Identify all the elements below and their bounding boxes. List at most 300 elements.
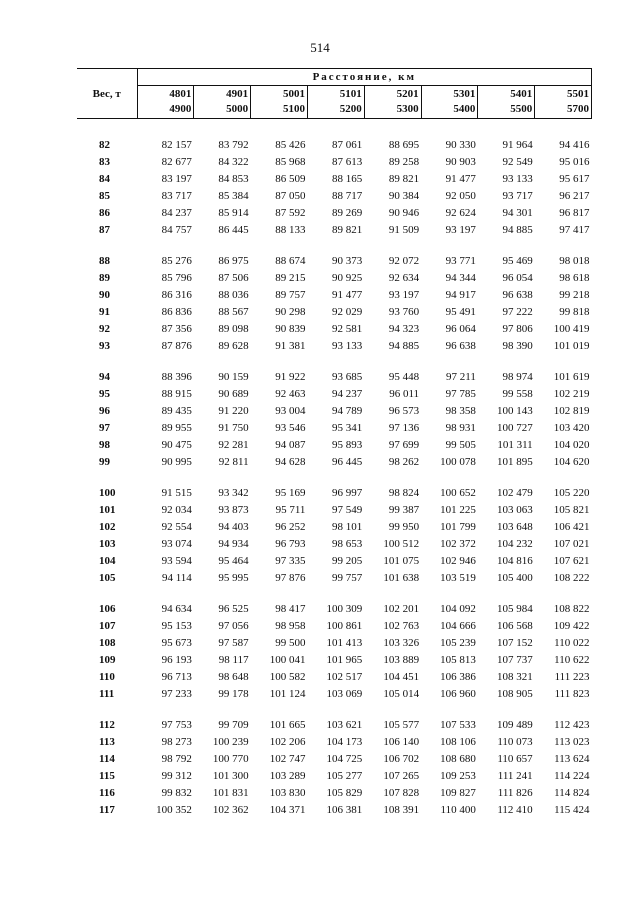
weight-cell: 112 xyxy=(99,719,115,731)
price-cell: 109 827 xyxy=(440,787,476,799)
table-row xyxy=(77,751,592,768)
price-cell: 98 390 xyxy=(502,340,533,352)
price-cell: 93 594 xyxy=(161,555,192,567)
price-cell: 93 771 xyxy=(445,255,476,267)
price-cell: 96 713 xyxy=(161,671,192,683)
price-cell: 90 159 xyxy=(218,371,249,383)
price-cell: 104 020 xyxy=(553,439,590,451)
price-cell: 96 638 xyxy=(502,289,533,301)
weight-cell: 94 xyxy=(99,371,110,383)
price-cell: 86 836 xyxy=(161,306,192,318)
price-cell: 107 533 xyxy=(440,719,476,731)
price-cell: 106 386 xyxy=(440,671,476,683)
weight-cell: 87 xyxy=(99,224,110,236)
price-cell: 105 277 xyxy=(326,770,363,782)
price-cell: 89 628 xyxy=(218,340,249,352)
price-cell: 85 276 xyxy=(161,255,192,267)
table-row xyxy=(77,338,592,355)
price-cell: 83 717 xyxy=(161,190,192,202)
price-cell: 99 505 xyxy=(445,439,476,451)
price-cell: 94 301 xyxy=(502,207,533,219)
weight-cell: 102 xyxy=(99,521,116,533)
table-row xyxy=(77,304,592,321)
price-cell: 97 587 xyxy=(218,637,249,649)
price-cell: 97 136 xyxy=(388,422,420,434)
price-cell: 100 419 xyxy=(553,323,590,335)
price-cell: 101 075 xyxy=(383,555,420,567)
weight-cell: 107 xyxy=(99,620,116,632)
price-cell: 82 677 xyxy=(161,156,192,168)
price-cell: 90 925 xyxy=(332,272,363,284)
range-from: 5301 xyxy=(453,88,476,100)
distance-range-header xyxy=(137,86,194,119)
weight-cell: 105 xyxy=(99,572,116,584)
price-cell: 89 269 xyxy=(332,207,363,219)
weight-cell: 108 xyxy=(99,637,116,649)
price-cell: 114 824 xyxy=(554,787,590,799)
price-cell: 101 124 xyxy=(269,688,306,700)
price-cell: 106 702 xyxy=(383,753,420,765)
distance-range-header xyxy=(364,86,421,119)
price-cell: 97 785 xyxy=(445,388,476,400)
price-cell: 87 592 xyxy=(275,207,306,219)
price-cell: 95 448 xyxy=(388,371,420,383)
price-cell: 92 072 xyxy=(388,255,420,267)
price-cell: 90 995 xyxy=(161,456,192,468)
price-cell: 95 491 xyxy=(445,306,476,318)
price-cell: 103 420 xyxy=(553,422,590,434)
price-cell: 95 169 xyxy=(275,487,306,499)
price-cell: 88 133 xyxy=(275,224,306,236)
price-cell: 100 143 xyxy=(496,405,533,417)
price-cell: 99 818 xyxy=(559,306,590,318)
range-to: 5400 xyxy=(453,103,476,115)
price-cell: 101 019 xyxy=(553,340,590,352)
price-cell: 96 011 xyxy=(389,388,420,400)
weight-cell: 90 xyxy=(99,289,110,301)
price-cell: 108 391 xyxy=(383,804,420,816)
price-cell: 92 029 xyxy=(332,306,363,318)
price-cell: 89 757 xyxy=(275,289,306,301)
price-cell: 86 316 xyxy=(161,289,192,301)
price-cell: 88 036 xyxy=(218,289,249,301)
weight-cell: 89 xyxy=(99,272,110,284)
price-cell: 93 197 xyxy=(388,289,420,301)
price-cell: 111 826 xyxy=(497,787,533,799)
price-cell: 101 300 xyxy=(212,770,249,782)
price-cell: 93 685 xyxy=(332,371,363,383)
weight-cell: 100 xyxy=(99,487,116,499)
price-cell: 113 624 xyxy=(554,753,590,765)
table-row xyxy=(77,321,592,338)
price-cell: 106 140 xyxy=(383,736,420,748)
price-cell: 89 821 xyxy=(332,224,363,236)
price-cell: 110 657 xyxy=(497,753,533,765)
price-cell: 113 023 xyxy=(554,736,590,748)
price-cell: 91 381 xyxy=(275,340,306,352)
price-cell: 98 417 xyxy=(275,603,306,615)
price-cell: 83 792 xyxy=(218,139,249,151)
price-cell: 106 568 xyxy=(496,620,533,632)
price-cell: 92 624 xyxy=(445,207,476,219)
weight-cell: 85 xyxy=(99,190,110,202)
price-cell: 88 567 xyxy=(218,306,249,318)
price-cell: 95 016 xyxy=(559,156,590,168)
weight-cell: 117 xyxy=(99,804,115,816)
price-cell: 92 034 xyxy=(161,504,192,516)
price-cell: 94 634 xyxy=(161,603,192,615)
price-cell: 96 252 xyxy=(275,521,306,533)
price-cell: 91 750 xyxy=(218,422,249,434)
table-row xyxy=(77,287,592,304)
price-cell: 99 500 xyxy=(275,637,306,649)
price-cell: 92 811 xyxy=(218,456,249,468)
price-cell: 106 960 xyxy=(440,688,476,700)
price-cell: 94 114 xyxy=(161,572,192,584)
price-cell: 95 617 xyxy=(559,173,590,185)
table-row xyxy=(77,652,592,669)
price-cell: 93 197 xyxy=(445,224,476,236)
price-cell: 92 554 xyxy=(161,521,192,533)
price-cell: 104 173 xyxy=(326,736,363,748)
price-cell: 109 253 xyxy=(440,770,476,782)
table-row xyxy=(77,536,592,553)
price-cell: 98 101 xyxy=(332,521,363,533)
weight-cell: 103 xyxy=(99,538,116,550)
price-cell: 94 934 xyxy=(218,538,249,550)
price-cell: 88 396 xyxy=(161,371,192,383)
price-cell: 87 506 xyxy=(218,272,249,284)
price-cell: 111 223 xyxy=(554,671,590,683)
price-cell: 94 237 xyxy=(332,388,363,400)
table-row xyxy=(77,635,592,652)
price-cell: 108 680 xyxy=(440,753,476,765)
price-cell: 101 413 xyxy=(326,637,363,649)
price-cell: 85 914 xyxy=(218,207,249,219)
distance-group-header: Расстояние, км xyxy=(137,69,592,86)
price-cell: 94 628 xyxy=(275,456,306,468)
price-cell: 100 239 xyxy=(212,736,249,748)
price-cell: 103 830 xyxy=(269,787,306,799)
price-cell: 94 087 xyxy=(275,439,306,451)
price-cell: 90 384 xyxy=(388,190,420,202)
price-cell: 86 445 xyxy=(218,224,249,236)
price-cell: 96 525 xyxy=(218,603,249,615)
range-from: 5101 xyxy=(339,88,362,100)
price-cell: 105 220 xyxy=(553,487,590,499)
price-cell: 108 106 xyxy=(440,736,476,748)
price-cell: 95 893 xyxy=(332,439,363,451)
price-cell: 90 475 xyxy=(161,439,192,451)
price-cell: 104 092 xyxy=(440,603,476,615)
price-cell: 112 423 xyxy=(554,719,590,731)
price-cell: 92 549 xyxy=(502,156,533,168)
price-cell: 101 225 xyxy=(440,504,476,516)
price-cell: 103 889 xyxy=(383,654,420,666)
price-cell: 103 063 xyxy=(496,504,533,516)
weight-cell: 86 xyxy=(99,207,110,219)
price-cell: 106 381 xyxy=(326,804,363,816)
price-cell: 88 674 xyxy=(275,255,306,267)
price-cell: 85 796 xyxy=(161,272,192,284)
price-cell: 92 463 xyxy=(275,388,306,400)
price-cell: 108 321 xyxy=(496,671,533,683)
price-cell: 89 435 xyxy=(161,405,192,417)
price-cell: 101 665 xyxy=(269,719,306,731)
price-cell: 100 582 xyxy=(269,671,306,683)
price-cell: 99 312 xyxy=(161,770,192,782)
table-row xyxy=(77,734,592,751)
price-cell: 89 955 xyxy=(161,422,192,434)
price-cell: 86 509 xyxy=(275,173,306,185)
price-cell: 100 861 xyxy=(326,620,363,632)
table-row xyxy=(77,222,592,239)
range-from: 4801 xyxy=(169,88,192,100)
price-cell: 110 073 xyxy=(497,736,533,748)
price-cell: 86 975 xyxy=(218,255,249,267)
distance-range-header xyxy=(535,86,592,119)
distance-range-header xyxy=(251,86,308,119)
price-cell: 104 816 xyxy=(496,555,533,567)
price-cell: 91 477 xyxy=(332,289,363,301)
range-to: 5100 xyxy=(282,103,305,115)
price-cell: 100 512 xyxy=(383,538,420,550)
price-cell: 108 222 xyxy=(553,572,590,584)
group-spacer xyxy=(77,355,592,369)
weight-cell: 101 xyxy=(99,504,116,516)
price-cell: 87 876 xyxy=(161,340,192,352)
weight-cell: 92 xyxy=(99,323,110,335)
table-row xyxy=(77,454,592,471)
table-row xyxy=(77,717,592,734)
price-cell: 100 727 xyxy=(496,422,533,434)
price-cell: 90 298 xyxy=(275,306,306,318)
weight-cell: 113 xyxy=(99,736,115,748)
table-row xyxy=(77,171,592,188)
table-row xyxy=(77,802,592,819)
price-cell: 102 517 xyxy=(326,671,363,683)
range-from: 5001 xyxy=(282,88,305,100)
group-spacer xyxy=(77,119,592,138)
price-cell: 108 822 xyxy=(553,603,590,615)
price-cell: 114 224 xyxy=(554,770,590,782)
range-from: 5201 xyxy=(396,88,419,100)
range-from: 4901 xyxy=(226,88,249,100)
price-cell: 94 917 xyxy=(445,289,476,301)
price-cell: 87 613 xyxy=(332,156,363,168)
price-cell: 101 638 xyxy=(383,572,420,584)
weight-cell: 91 xyxy=(99,306,110,318)
price-cell: 104 451 xyxy=(383,671,420,683)
price-cell: 93 546 xyxy=(275,422,306,434)
price-cell: 87 356 xyxy=(161,323,192,335)
price-cell: 104 725 xyxy=(326,753,363,765)
price-cell: 97 222 xyxy=(502,306,533,318)
price-cell: 101 799 xyxy=(440,521,476,533)
price-cell: 106 421 xyxy=(553,521,590,533)
price-cell: 95 673 xyxy=(161,637,192,649)
group-spacer xyxy=(77,587,592,601)
price-cell: 105 014 xyxy=(383,688,420,700)
table-row xyxy=(77,420,592,437)
price-cell: 89 098 xyxy=(218,323,249,335)
price-cell: 100 770 xyxy=(212,753,249,765)
price-cell: 107 265 xyxy=(383,770,420,782)
page-number: 514 xyxy=(310,40,330,55)
price-cell: 96 997 xyxy=(332,487,363,499)
price-cell: 102 819 xyxy=(553,405,590,417)
price-cell: 90 373 xyxy=(332,255,363,267)
price-cell: 96 193 xyxy=(161,654,192,666)
price-cell: 88 717 xyxy=(332,190,363,202)
table-row xyxy=(77,570,592,587)
price-cell: 94 885 xyxy=(388,340,420,352)
price-cell: 96 817 xyxy=(559,207,590,219)
price-cell: 96 638 xyxy=(445,340,476,352)
price-cell: 105 984 xyxy=(496,603,533,615)
price-cell: 99 950 xyxy=(388,521,420,533)
price-cell: 104 371 xyxy=(269,804,306,816)
table-row xyxy=(77,253,592,270)
price-cell: 91 477 xyxy=(445,173,476,185)
price-cell: 98 117 xyxy=(218,654,249,666)
table-row xyxy=(77,154,592,171)
price-cell: 105 829 xyxy=(326,787,363,799)
price-cell: 99 205 xyxy=(332,555,363,567)
price-cell: 107 152 xyxy=(496,637,533,649)
price-cell: 102 362 xyxy=(212,804,249,816)
price-cell: 91 220 xyxy=(218,405,249,417)
weight-cell: 95 xyxy=(99,388,110,400)
price-cell: 103 326 xyxy=(383,637,420,649)
price-cell: 88 915 xyxy=(161,388,192,400)
weight-cell: 93 xyxy=(99,340,110,352)
price-cell: 93 717 xyxy=(502,190,533,202)
price-cell: 87 061 xyxy=(332,139,363,151)
range-to: 5700 xyxy=(567,103,589,115)
price-cell: 93 760 xyxy=(388,306,420,318)
price-cell: 87 050 xyxy=(275,190,306,202)
price-cell: 97 211 xyxy=(446,371,476,383)
range-to: 5500 xyxy=(510,103,533,115)
price-cell: 111 823 xyxy=(554,688,590,700)
tariff-table xyxy=(77,68,592,819)
weight-cell: 116 xyxy=(99,787,115,799)
price-cell: 101 311 xyxy=(497,439,533,451)
price-cell: 98 358 xyxy=(445,405,476,417)
price-cell: 84 757 xyxy=(161,224,192,236)
price-cell: 110 022 xyxy=(554,637,590,649)
price-cell: 98 648 xyxy=(218,671,249,683)
price-cell: 103 648 xyxy=(496,521,533,533)
table-row xyxy=(77,601,592,618)
price-cell: 109 422 xyxy=(553,620,590,632)
price-cell: 107 737 xyxy=(496,654,533,666)
price-cell: 95 153 xyxy=(161,620,192,632)
price-cell: 93 004 xyxy=(275,405,306,417)
price-cell: 90 689 xyxy=(218,388,249,400)
price-cell: 97 233 xyxy=(161,688,192,700)
table-row xyxy=(77,618,592,635)
range-from: 5501 xyxy=(567,88,589,100)
price-cell: 93 133 xyxy=(502,173,533,185)
price-cell: 88 165 xyxy=(332,173,363,185)
price-cell: 96 054 xyxy=(502,272,533,284)
price-cell: 90 903 xyxy=(445,156,476,168)
weight-cell: 114 xyxy=(99,753,115,765)
price-cell: 84 853 xyxy=(218,173,249,185)
table-body xyxy=(77,119,592,820)
table-row xyxy=(77,137,592,154)
price-cell: 97 549 xyxy=(332,504,363,516)
weight-column-header: Вес, т xyxy=(77,69,137,119)
price-cell: 89 215 xyxy=(275,272,306,284)
price-cell: 97 335 xyxy=(275,555,306,567)
weight-cell: 96 xyxy=(99,405,110,417)
price-cell: 100 652 xyxy=(440,487,476,499)
price-cell: 93 133 xyxy=(332,340,363,352)
table-header xyxy=(77,69,592,119)
price-cell: 90 839 xyxy=(275,323,306,335)
price-cell: 96 573 xyxy=(388,405,420,417)
price-cell: 103 519 xyxy=(440,572,476,584)
price-cell: 99 709 xyxy=(218,719,249,731)
price-cell: 99 558 xyxy=(502,388,533,400)
price-cell: 90 946 xyxy=(388,207,420,219)
price-cell: 103 069 xyxy=(326,688,363,700)
price-cell: 91 964 xyxy=(502,139,533,151)
table-row xyxy=(77,686,592,703)
weight-cell: 109 xyxy=(99,654,116,666)
price-cell: 107 828 xyxy=(383,787,420,799)
price-cell: 89 258 xyxy=(388,156,420,168)
table-row xyxy=(77,403,592,420)
price-cell: 92 050 xyxy=(445,190,476,202)
price-cell: 100 352 xyxy=(156,804,192,816)
price-cell: 101 965 xyxy=(326,654,363,666)
weight-cell: 106 xyxy=(99,603,116,615)
price-cell: 97 876 xyxy=(275,572,306,584)
price-cell: 104 232 xyxy=(496,538,533,550)
price-cell: 98 262 xyxy=(388,456,420,468)
table-row xyxy=(77,188,592,205)
price-cell: 98 824 xyxy=(388,487,420,499)
table-row xyxy=(77,669,592,686)
price-cell: 100 309 xyxy=(326,603,363,615)
price-cell: 104 666 xyxy=(440,620,476,632)
price-cell: 99 178 xyxy=(218,688,249,700)
price-cell: 95 995 xyxy=(218,572,249,584)
distance-range-header xyxy=(194,86,251,119)
price-cell: 96 064 xyxy=(445,323,476,335)
price-cell: 102 201 xyxy=(383,603,420,615)
price-cell: 97 806 xyxy=(502,323,533,335)
price-cell: 97 699 xyxy=(388,439,420,451)
weight-cell: 104 xyxy=(99,555,116,567)
price-cell: 105 239 xyxy=(440,637,476,649)
weight-cell: 84 xyxy=(99,173,110,185)
price-cell: 102 219 xyxy=(553,388,590,400)
price-cell: 100 078 xyxy=(440,456,476,468)
price-cell: 98 273 xyxy=(161,736,192,748)
table-row xyxy=(77,437,592,454)
price-cell: 108 905 xyxy=(496,688,533,700)
price-cell: 93 873 xyxy=(218,504,249,516)
price-cell: 104 620 xyxy=(553,456,590,468)
weight-cell: 110 xyxy=(99,671,115,683)
price-cell: 107 621 xyxy=(553,555,590,567)
price-cell: 98 653 xyxy=(332,538,363,550)
